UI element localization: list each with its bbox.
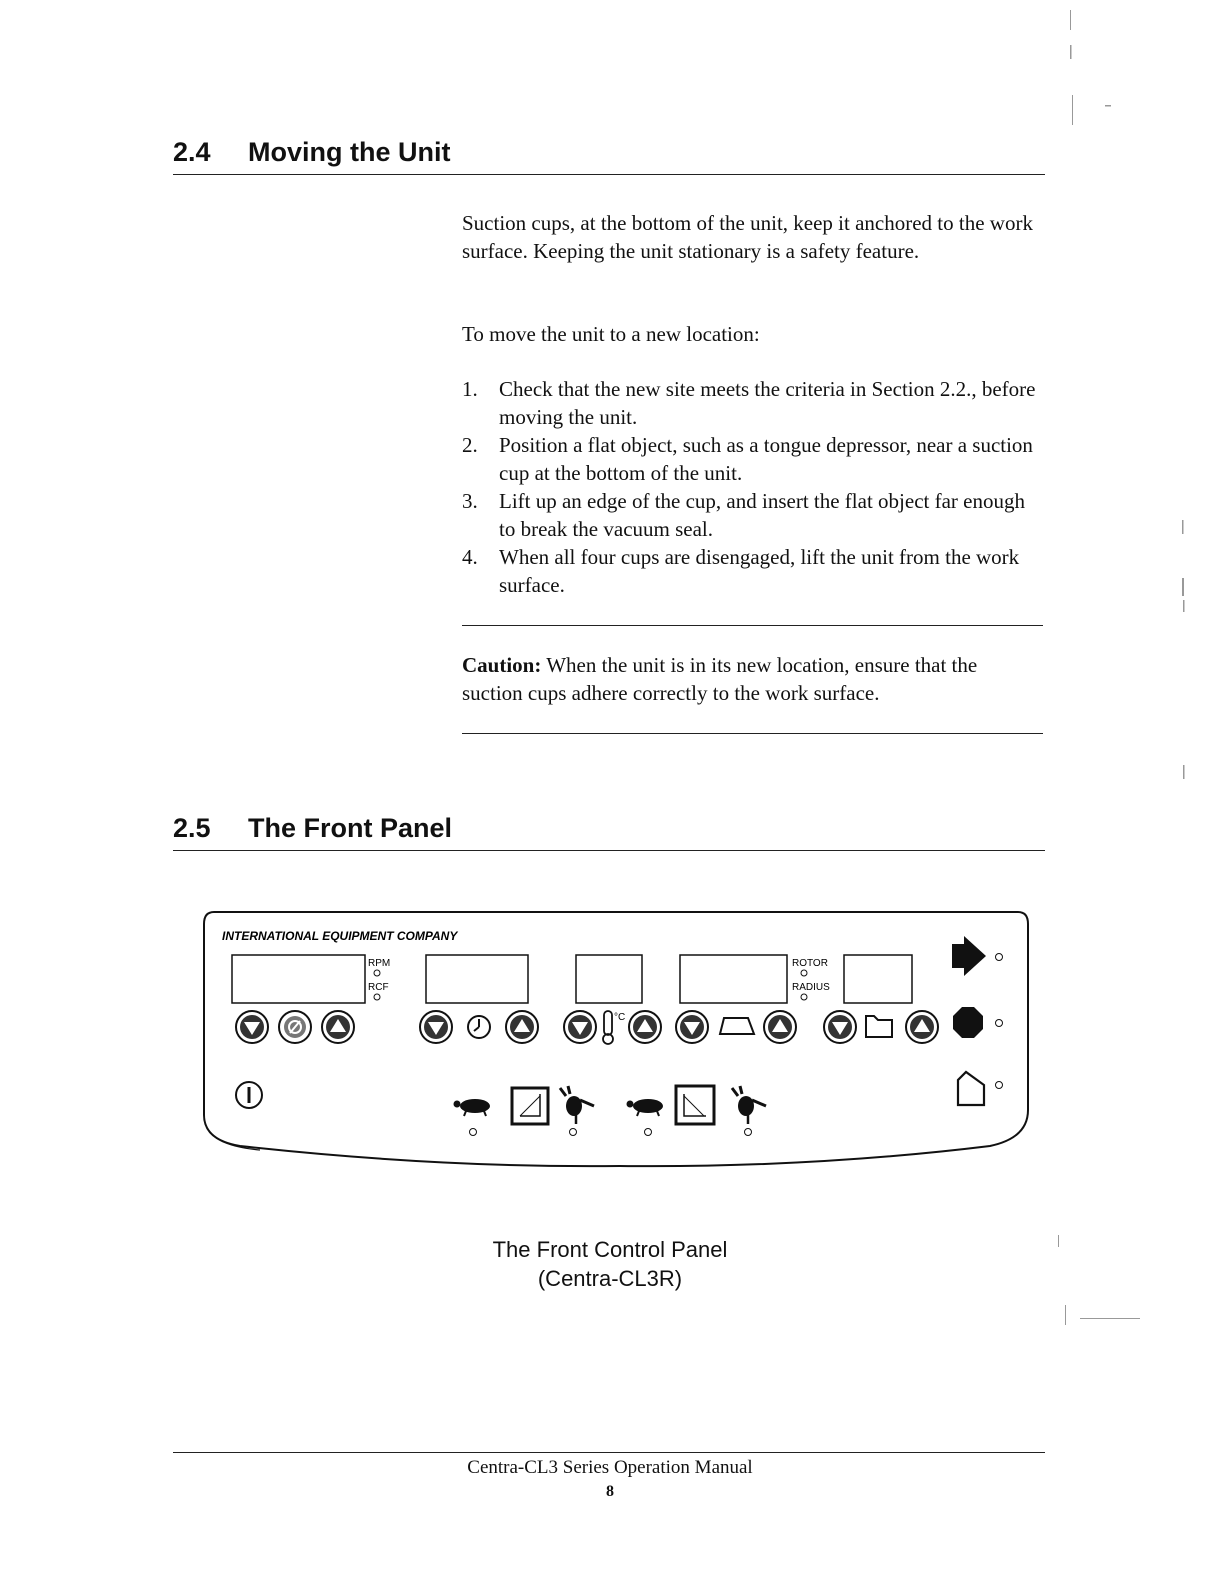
turtle-icon [454,1099,491,1116]
step-text: Position a flat object, such as a tongue depressor, near a suction cup at the bottom of the unit. [499,433,1033,485]
deceleration-fast-led [745,1129,752,1136]
footer-title: Centra-CL3 Series Operation Manual [467,1457,753,1478]
caption-line-1: The Front Control Panel [492,1237,728,1262]
step-number: 4. [462,545,478,569]
temperature-display [576,955,642,1003]
rcf-label: RCF [368,982,389,993]
program-up-button[interactable] [906,1011,938,1043]
rcf-indicator-led [374,994,380,1000]
stop-button[interactable] [953,1007,983,1038]
program-display [844,955,912,1003]
section-heading-2-5 [173,813,1045,851]
program-down-button[interactable] [824,1011,856,1043]
rotor-icon [720,1018,754,1034]
program-icon [866,1016,892,1037]
time-display [426,955,528,1003]
caution-text: When the unit is in its new location, ensure that the suction cups adhere correctly to the work surface. [462,653,978,705]
step-number: 2. [462,433,478,457]
temperature-down-button[interactable] [564,1011,596,1043]
radius-indicator-led [801,994,807,1000]
time-up-button[interactable] [506,1011,538,1043]
section-title: The Front Panel [248,813,453,843]
step-text: When all four cups are disengaged, lift the unit from the work surface. [499,545,1020,597]
acceleration-slow-led [470,1129,477,1136]
list-item [462,375,1042,431]
step-number: 1. [462,377,478,401]
section-number: 2.5 [173,813,211,843]
rotor-down-button[interactable] [676,1011,708,1043]
step-text: Check that the new site meets the criteria in Section 2.2., before moving the unit. [499,377,1036,429]
step-number: 3. [462,489,478,513]
rotor-up-button[interactable] [764,1011,796,1043]
section-number: 2.4 [173,137,211,167]
lid-indicator-led [996,1082,1003,1089]
deceleration-button[interactable] [676,1086,714,1124]
divider [462,733,1043,734]
caption-line-2: (Centra-CL3R) [537,1266,683,1291]
speed-mode-button[interactable] [279,1011,311,1043]
page-number: 8 [606,1483,614,1500]
time-down-button[interactable] [420,1011,452,1043]
stop-indicator-led [996,1020,1003,1027]
speed-down-button[interactable] [236,1011,268,1043]
scan-artifacts [1050,0,1224,1583]
rotor-label: ROTOR [792,958,828,969]
speed-up-button[interactable] [322,1011,354,1043]
start-button[interactable] [952,936,986,976]
rpm-indicator-led [374,970,380,976]
acceleration-fast-led [570,1129,577,1136]
section-heading-2-4 [173,137,1045,175]
temperature-unit-label: °C [614,1012,626,1023]
list-item [462,543,1042,599]
steps-list [462,375,1042,599]
divider [462,625,1043,626]
deceleration-slow-led [645,1129,652,1136]
footer-divider [173,1452,1045,1453]
radius-label: RADIUS [792,982,830,993]
start-indicator-led [996,954,1003,961]
figure-caption [420,1235,800,1293]
brand-label: INTERNATIONAL EQUIPMENT COMPANY [222,929,458,943]
list-item [462,431,1042,487]
speed-display [232,955,365,1003]
thermometer-icon [603,1011,613,1044]
list-item [462,487,1042,543]
rotor-indicator-led [801,970,807,976]
step-text: Lift up an edge of the cup, and insert the flat object far enough to break the vacuum seal. [499,489,1025,541]
turtle-icon [627,1099,664,1116]
section-title: Moving the Unit [248,137,451,167]
intro-paragraph: Suction cups, at the bottom of the unit, keep it anchored to the work surface. Keeping the unit stationary is a safety feature. [462,211,1033,263]
acceleration-button[interactable] [512,1088,548,1124]
front-control-panel-figure [200,910,1030,1172]
timer-icon [468,1016,490,1038]
lead-in-paragraph: To move the unit to a new location: [462,322,760,346]
power-button[interactable] [236,1082,262,1108]
rotor-display [680,955,787,1003]
rabbit-icon [732,1086,766,1124]
lid-button[interactable] [958,1072,984,1105]
rabbit-icon [560,1086,594,1124]
caution-label: Caution: [462,653,542,677]
rpm-label: RPM [368,958,391,969]
temperature-up-button[interactable] [629,1011,661,1043]
caution-note [462,651,1042,707]
